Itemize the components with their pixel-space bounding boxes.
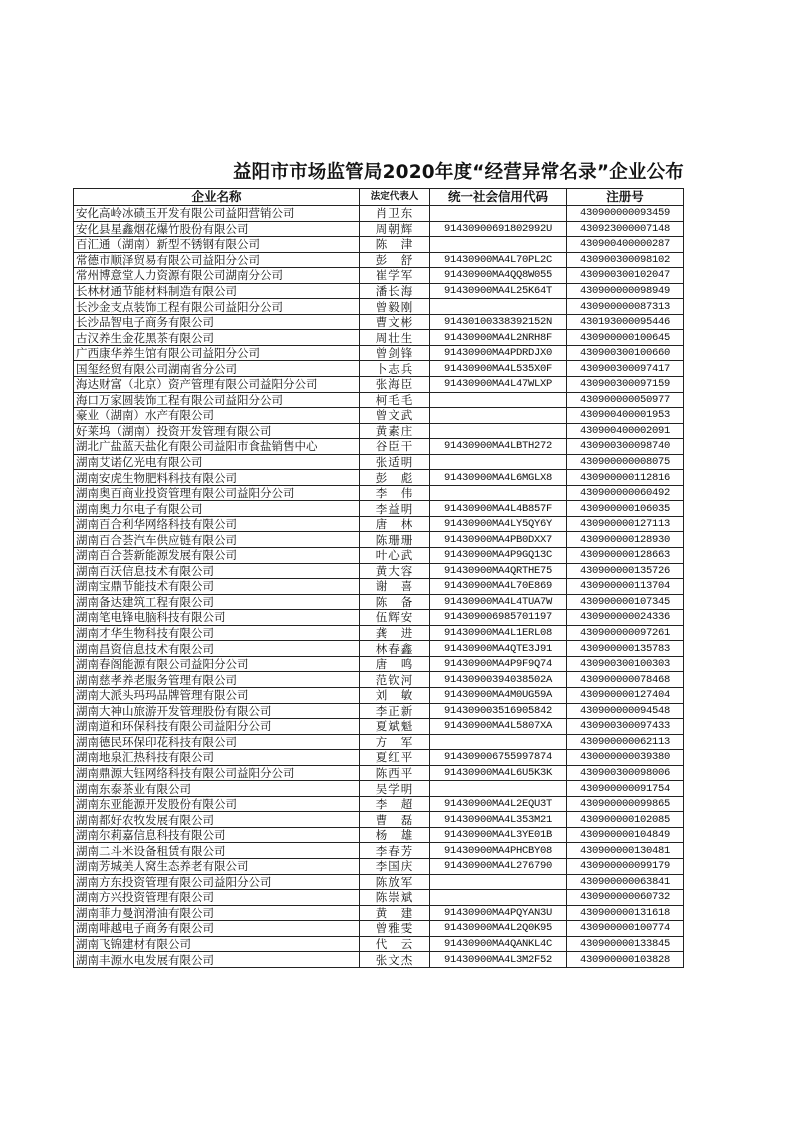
enterprise-name-cell: 湖南二斗米设备租赁有限公司	[74, 843, 360, 859]
table-row	[74, 936, 684, 952]
credit-code-cell: 91430900MA4PHCBY08	[430, 843, 567, 859]
enterprise-name-cell: 湖南丰源水电发展有限公司	[74, 952, 360, 968]
reg-number-cell: 430900000113704	[567, 579, 684, 595]
reg-number-cell: 430900300097433	[567, 719, 684, 735]
reg-number-cell: 430900000093459	[567, 206, 684, 222]
legal-rep-cell: 黄素庄	[360, 423, 430, 439]
table-row	[74, 532, 684, 548]
table-row	[74, 237, 684, 253]
enterprise-name-cell: 湖南百合利华网络科技有限公司	[74, 516, 360, 532]
enterprise-name-cell: 湖南方兴投资管理有限公司	[74, 890, 360, 906]
table-row	[74, 330, 684, 346]
table-row	[74, 454, 684, 470]
credit-code-cell: 91430900MA4L3M2F52	[430, 952, 567, 968]
reg-number-cell: 430900400002091	[567, 423, 684, 439]
credit-code-cell: 91430900MA4PQYAN3U	[430, 905, 567, 921]
enterprise-name-cell: 广西康华养生馆有限公司益阳分公司	[74, 345, 360, 361]
legal-rep-cell: 彭 彪	[360, 470, 430, 486]
legal-rep-cell: 李 超	[360, 796, 430, 812]
enterprise-name-cell: 湖南备达建筑工程有限公司	[74, 594, 360, 610]
credit-code-cell	[430, 392, 567, 408]
credit-code-cell	[430, 408, 567, 424]
reg-number-cell: 430900000063841	[567, 874, 684, 890]
legal-rep-cell: 周朝辉	[360, 221, 430, 237]
table-row	[74, 610, 684, 626]
table-row	[74, 921, 684, 937]
table-row	[74, 734, 684, 750]
credit-code-cell: 91430900MA4PDRDJX0	[430, 345, 567, 361]
reg-number-cell: 430900000112816	[567, 470, 684, 486]
table-row	[74, 377, 684, 393]
table-row	[74, 703, 684, 719]
credit-code-cell: 91430900MA4L3YE01B	[430, 827, 567, 843]
enterprise-name-cell: 豪业（湖南）水产有限公司	[74, 408, 360, 424]
reg-number-cell: 430900000099865	[567, 796, 684, 812]
legal-rep-cell: 张海臣	[360, 377, 430, 393]
enterprise-name-cell: 湖南百沃信息技术有限公司	[74, 563, 360, 579]
enterprise-name-cell: 国玺经贸有限公司湖南省分公司	[74, 361, 360, 377]
enterprise-name-cell: 湖南东泰茶业有限公司	[74, 781, 360, 797]
legal-rep-cell: 卜志兵	[360, 361, 430, 377]
enterprise-name-cell: 湖南百合荟新能源发展有限公司	[74, 548, 360, 564]
reg-number-cell: 430900000127404	[567, 687, 684, 703]
enterprise-name-cell: 湖南大神山旅游开发管理股份有限公司	[74, 703, 360, 719]
reg-number-cell: 430900300098102	[567, 252, 684, 268]
table-row	[74, 765, 684, 781]
reg-number-cell: 430900000131618	[567, 905, 684, 921]
legal-rep-cell: 黄 建	[360, 905, 430, 921]
reg-number-cell: 430900000128930	[567, 532, 684, 548]
table-row	[74, 345, 684, 361]
table-row	[74, 392, 684, 408]
reg-number-cell: 430900000098949	[567, 283, 684, 299]
legal-rep-cell: 李国庆	[360, 858, 430, 874]
legal-rep-cell: 彭 舒	[360, 252, 430, 268]
credit-code-cell: 91430900MA4LY5QY6Y	[430, 516, 567, 532]
enterprise-name-cell: 海达财富（北京）资产管理有限公司益阳分公司	[74, 377, 360, 393]
reg-number-cell: 430900000050977	[567, 392, 684, 408]
enterprise-name-cell: 湖南方东投资管理有限公司益阳分公司	[74, 874, 360, 890]
reg-number-cell: 430900400000287	[567, 237, 684, 253]
reg-number-cell: 430000000039380	[567, 750, 684, 766]
legal-rep-cell: 曾剑锋	[360, 345, 430, 361]
credit-code-cell	[430, 890, 567, 906]
credit-code-cell	[430, 485, 567, 501]
legal-rep-cell: 曾文武	[360, 408, 430, 424]
credit-code-cell: 91430900MA4P9F9Q74	[430, 656, 567, 672]
enterprise-name-cell: 湖南菲力曼润滑油有限公司	[74, 905, 360, 921]
reg-number-cell: 430900000106035	[567, 501, 684, 517]
credit-code-cell: 91430900MA4L70PL2C	[430, 252, 567, 268]
enterprise-name-cell: 湖南啡越电子商务有限公司	[74, 921, 360, 937]
reg-number-cell: 430900000135783	[567, 641, 684, 657]
enterprise-name-cell: 湖南百合荟汽车供应链有限公司	[74, 532, 360, 548]
legal-rep-cell: 谢 喜	[360, 579, 430, 595]
legal-rep-cell: 陈珊珊	[360, 532, 430, 548]
legal-rep-cell: 李正新	[360, 703, 430, 719]
credit-code-cell: 91430900MA4L353M21	[430, 812, 567, 828]
reg-number-cell: 430900000091754	[567, 781, 684, 797]
table-row	[74, 781, 684, 797]
credit-code-cell: 91430900MA4QANKL4C	[430, 936, 567, 952]
legal-rep-cell: 吴学明	[360, 781, 430, 797]
enterprise-name-cell: 湖南笔电锋电脑科技有限公司	[74, 610, 360, 626]
credit-code-cell: 91430900394038502A	[430, 672, 567, 688]
enterprise-name-cell: 湖南奥力尔电子有限公司	[74, 501, 360, 517]
credit-code-cell: 91430900MA4L276790	[430, 858, 567, 874]
legal-rep-cell: 潘长海	[360, 283, 430, 299]
enterprise-name-cell: 湖南才华生物科技有限公司	[74, 625, 360, 641]
legal-rep-cell: 张适明	[360, 454, 430, 470]
legal-rep-cell: 曹文彬	[360, 314, 430, 330]
reg-number-cell: 430900000094548	[567, 703, 684, 719]
enterprise-name-cell: 海口万家圆装饰工程有限公司益阳分公司	[74, 392, 360, 408]
table-row	[74, 796, 684, 812]
legal-rep-cell: 曾雅雯	[360, 921, 430, 937]
credit-code-cell: 91430900MA4L2Q0K95	[430, 921, 567, 937]
enterprise-name-cell: 湖南鼎源大钰网络科技有限公司益阳分公司	[74, 765, 360, 781]
enterprise-name-cell: 常州博意堂人力资源有限公司湖南分公司	[74, 268, 360, 284]
legal-rep-cell: 李春芳	[360, 843, 430, 859]
reg-number-cell: 430900000100645	[567, 330, 684, 346]
header-reg-number: 注册号	[567, 189, 684, 206]
table-row	[74, 221, 684, 237]
legal-rep-cell: 崔学军	[360, 268, 430, 284]
credit-code-cell	[430, 734, 567, 750]
credit-code-cell: 91430900MA4L2NRH8F	[430, 330, 567, 346]
reg-number-cell: 430900300100660	[567, 345, 684, 361]
enterprise-name-cell: 湖南安虎生物肥料科技有限公司	[74, 470, 360, 486]
legal-rep-cell: 张文杰	[360, 952, 430, 968]
table-row	[74, 843, 684, 859]
credit-code-cell: 91430900MA4L4B857F	[430, 501, 567, 517]
table-row	[74, 423, 684, 439]
legal-rep-cell: 代 云	[360, 936, 430, 952]
table-row	[74, 268, 684, 284]
table-row	[74, 283, 684, 299]
legal-rep-cell: 陈 津	[360, 237, 430, 253]
credit-code-cell: 91430900MA4PB0DXX7	[430, 532, 567, 548]
credit-code-cell	[430, 781, 567, 797]
credit-code-cell: 91430900MA4QRTHE75	[430, 563, 567, 579]
credit-code-cell: 91430900MA4M0UG59A	[430, 687, 567, 703]
enterprise-name-cell: 好莱坞（湖南）投资开发管理有限公司	[74, 423, 360, 439]
credit-code-cell: 914309006755997874	[430, 750, 567, 766]
reg-number-cell: 430900000128663	[567, 548, 684, 564]
credit-code-cell	[430, 874, 567, 890]
enterprise-name-cell: 长沙金支点装饰工程有限公司益阳分公司	[74, 299, 360, 315]
credit-code-cell: 91430900MA4LBTH272	[430, 439, 567, 455]
enterprise-name-cell: 湖南芳城美人窝生态养老有限公司	[74, 858, 360, 874]
enterprise-name-cell: 湖南艾诺亿光电有限公司	[74, 454, 360, 470]
reg-number-cell: 430900400001953	[567, 408, 684, 424]
enterprise-table	[73, 188, 684, 968]
credit-code-cell	[430, 423, 567, 439]
table-row	[74, 501, 684, 517]
table-row	[74, 890, 684, 906]
enterprise-name-cell: 湖南东亚能源开发股份有限公司	[74, 796, 360, 812]
legal-rep-cell: 唐 鸣	[360, 656, 430, 672]
reg-number-cell: 430900000130481	[567, 843, 684, 859]
table-row	[74, 874, 684, 890]
legal-rep-cell: 陈 备	[360, 594, 430, 610]
table-row	[74, 812, 684, 828]
table-row	[74, 952, 684, 968]
reg-number-cell: 430900000107345	[567, 594, 684, 610]
enterprise-name-cell: 湖南大派头玛玛品牌管理有限公司	[74, 687, 360, 703]
credit-code-cell: 914309006985701197	[430, 610, 567, 626]
reg-number-cell: 430900000097261	[567, 625, 684, 641]
reg-number-cell: 430900000087313	[567, 299, 684, 315]
enterprise-name-cell: 湖南道和环保科技有限公司益阳分公司	[74, 719, 360, 735]
reg-number-cell: 430900300102047	[567, 268, 684, 284]
table-row	[74, 827, 684, 843]
reg-number-cell: 430900300098740	[567, 439, 684, 455]
credit-code-cell: 91430900MA4L2EQU3T	[430, 796, 567, 812]
table-row	[74, 687, 684, 703]
enterprise-name-cell: 湖南地泉汇热科技有限公司	[74, 750, 360, 766]
legal-rep-cell: 肖卫东	[360, 206, 430, 222]
legal-rep-cell: 李益明	[360, 501, 430, 517]
legal-rep-cell: 曹 磊	[360, 812, 430, 828]
reg-number-cell: 430900300097159	[567, 377, 684, 393]
legal-rep-cell: 范钦河	[360, 672, 430, 688]
legal-rep-cell: 陈崇斌	[360, 890, 430, 906]
credit-code-cell: 91430900691802992U	[430, 221, 567, 237]
legal-rep-cell: 夏红平	[360, 750, 430, 766]
header-credit-code: 统一社会信用代码	[430, 189, 567, 206]
table-row	[74, 563, 684, 579]
legal-rep-cell: 林春鑫	[360, 641, 430, 657]
table-row	[74, 206, 684, 222]
header-enterprise-name: 企业名称	[74, 189, 360, 206]
credit-code-cell: 914309003516905842	[430, 703, 567, 719]
reg-number-cell: 430900000133845	[567, 936, 684, 952]
table-row	[74, 516, 684, 532]
table-row	[74, 252, 684, 268]
reg-number-cell: 430900000099179	[567, 858, 684, 874]
enterprise-name-cell: 古汉养生金花黑茶有限公司	[74, 330, 360, 346]
table-row	[74, 750, 684, 766]
credit-code-cell	[430, 299, 567, 315]
enterprise-name-cell: 湖南尔莉嘉信息科技有限公司	[74, 827, 360, 843]
page-title: 益阳市市场监管局2020年度“经营异常名录”企业公布	[232, 162, 684, 183]
table-row	[74, 905, 684, 921]
reg-number-cell: 430900000060732	[567, 890, 684, 906]
header-legal-rep: 法定代表人	[360, 189, 430, 206]
credit-code-cell: 91430900MA4L5807XA	[430, 719, 567, 735]
legal-rep-cell: 黄大容	[360, 563, 430, 579]
reg-number-cell: 430900300098006	[567, 765, 684, 781]
enterprise-name-cell: 湖北广盐蓝天盐化有限公司益阳市食盐销售中心	[74, 439, 360, 455]
credit-code-cell: 91430900MA4L4TUA7W	[430, 594, 567, 610]
table-header-row	[74, 189, 684, 206]
legal-rep-cell: 伍辉安	[360, 610, 430, 626]
credit-code-cell: 91430900MA4L535X0F	[430, 361, 567, 377]
reg-number-cell: 430900000008075	[567, 454, 684, 470]
legal-rep-cell: 陈放军	[360, 874, 430, 890]
reg-number-cell: 430900000102085	[567, 812, 684, 828]
reg-number-cell: 430900000100774	[567, 921, 684, 937]
table-row	[74, 656, 684, 672]
legal-rep-cell: 谷臣干	[360, 439, 430, 455]
enterprise-name-cell: 湖南飞锦建材有限公司	[74, 936, 360, 952]
credit-code-cell: 91430900MA4L25K64T	[430, 283, 567, 299]
table-row	[74, 641, 684, 657]
table-row	[74, 408, 684, 424]
enterprise-name-cell: 湖南昌资信息技术有限公司	[74, 641, 360, 657]
enterprise-name-cell: 湖南德民环保印花科技有限公司	[74, 734, 360, 750]
credit-code-cell: 91430100338392152N	[430, 314, 567, 330]
enterprise-name-cell: 长沙品智电子商务有限公司	[74, 314, 360, 330]
reg-number-cell: 430900300097417	[567, 361, 684, 377]
legal-rep-cell: 方 军	[360, 734, 430, 750]
table-row	[74, 485, 684, 501]
reg-number-cell: 430900000078468	[567, 672, 684, 688]
reg-number-cell: 430900000103828	[567, 952, 684, 968]
table-row	[74, 579, 684, 595]
reg-number-cell: 430900000060492	[567, 485, 684, 501]
credit-code-cell: 91430900MA4QQ8W055	[430, 268, 567, 284]
table-row	[74, 470, 684, 486]
reg-number-cell: 430193000095446	[567, 314, 684, 330]
legal-rep-cell: 曾毅刚	[360, 299, 430, 315]
credit-code-cell	[430, 206, 567, 222]
enterprise-name-cell: 百汇通（湖南）新型不锈钢有限公司	[74, 237, 360, 253]
credit-code-cell: 91430900MA4L6U5K3K	[430, 765, 567, 781]
table-row	[74, 594, 684, 610]
enterprise-name-cell: 常德市顺泽贸易有限公司益阳分公司	[74, 252, 360, 268]
legal-rep-cell: 陈西平	[360, 765, 430, 781]
table-row	[74, 299, 684, 315]
legal-rep-cell: 刘 敏	[360, 687, 430, 703]
enterprise-name-cell: 长林材通节能材料制造有限公司	[74, 283, 360, 299]
enterprise-name-cell: 湖南宝鼎节能技术有限公司	[74, 579, 360, 595]
legal-rep-cell: 夏斌魁	[360, 719, 430, 735]
legal-rep-cell: 李 伟	[360, 485, 430, 501]
credit-code-cell: 91430900MA4L47WLXP	[430, 377, 567, 393]
credit-code-cell: 91430900MA4P9GQ13C	[430, 548, 567, 564]
legal-rep-cell: 柯毛毛	[360, 392, 430, 408]
table-row	[74, 672, 684, 688]
enterprise-name-cell: 湖南春阁能源有限公司益阳分公司	[74, 656, 360, 672]
table-row	[74, 314, 684, 330]
table-row	[74, 548, 684, 564]
reg-number-cell: 430900000104849	[567, 827, 684, 843]
table-row	[74, 361, 684, 377]
enterprise-name-cell: 湖南奥百商业投资管理有限公司益阳分公司	[74, 485, 360, 501]
reg-number-cell: 430923000007148	[567, 221, 684, 237]
reg-number-cell: 430900000135726	[567, 563, 684, 579]
enterprise-name-cell: 湖南慈孝养老服务管理有限公司	[74, 672, 360, 688]
legal-rep-cell: 叶心武	[360, 548, 430, 564]
reg-number-cell: 430900000127113	[567, 516, 684, 532]
credit-code-cell	[430, 237, 567, 253]
credit-code-cell: 91430900MA4L6MGLX8	[430, 470, 567, 486]
table-row	[74, 625, 684, 641]
enterprise-name-cell: 安化县星鑫烟花爆竹股份有限公司	[74, 221, 360, 237]
credit-code-cell: 91430900MA4L70E869	[430, 579, 567, 595]
table-row	[74, 719, 684, 735]
legal-rep-cell: 唐 林	[360, 516, 430, 532]
legal-rep-cell: 周壮生	[360, 330, 430, 346]
reg-number-cell: 430900300100303	[567, 656, 684, 672]
table-row	[74, 439, 684, 455]
table-row	[74, 858, 684, 874]
enterprise-name-cell: 湖南都好农牧发展有限公司	[74, 812, 360, 828]
reg-number-cell: 430900000024336	[567, 610, 684, 626]
credit-code-cell: 91430900MA4L1ERL08	[430, 625, 567, 641]
reg-number-cell: 430900000062113	[567, 734, 684, 750]
credit-code-cell: 91430900MA4QTE3J91	[430, 641, 567, 657]
legal-rep-cell: 龚 进	[360, 625, 430, 641]
credit-code-cell	[430, 454, 567, 470]
enterprise-name-cell: 安化高岭冰碛玉开发有限公司益阳营销公司	[74, 206, 360, 222]
legal-rep-cell: 杨 雄	[360, 827, 430, 843]
